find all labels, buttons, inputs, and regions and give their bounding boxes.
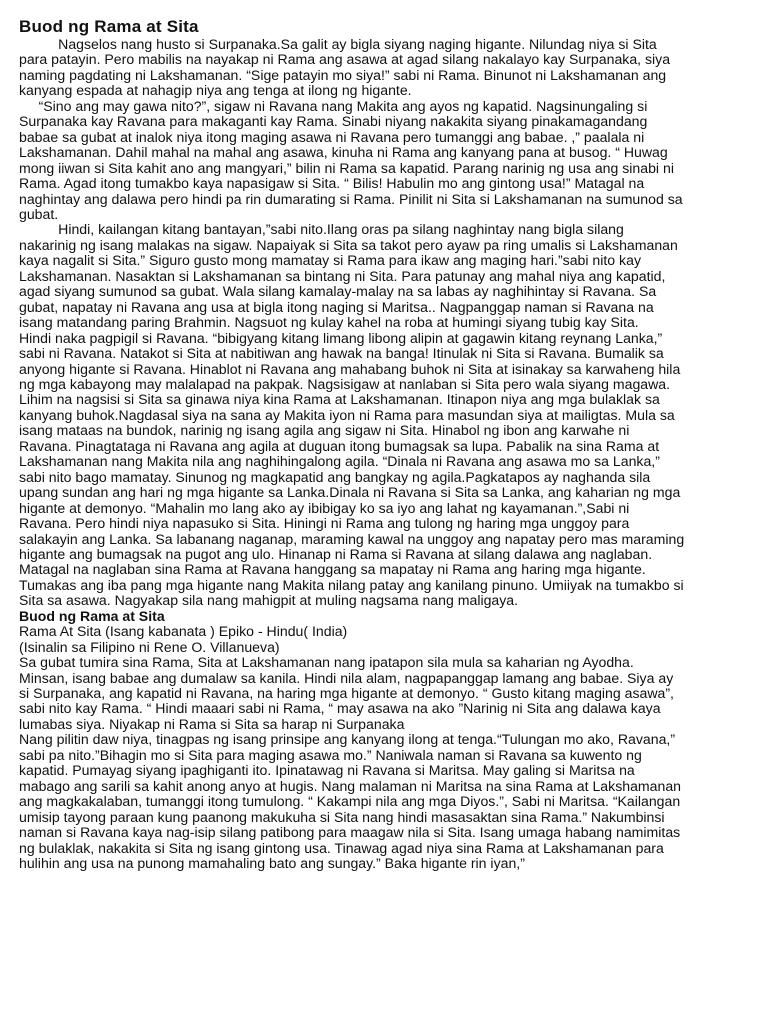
text-line: Lakshamanan nang Makita nila ang naghihingalong agila. “Dinala ni Ravana ang asawa mo sa Lanka,” (19, 453, 660, 470)
text-line: (Isinalin sa Filipino ni Rene O. Villanueva) (19, 638, 280, 655)
text-line: sabi pa nito.”Bihagin mo si Sita para maging asawa mo.” Naniwala naman si Ravana sa kuwento ng (19, 746, 642, 763)
text-line: naming pagdating ni Lakshamanan. “Sige patayin mo siya!” sabi ni Rama. Binunot ni Lakshamanan ang (19, 66, 667, 83)
text-line: gubat, napatay ni Ravana ang usa at bigla itong naging si Maritsa.. Nagpanggap naman si Ravana na (19, 298, 654, 315)
document-title: Buod ng Rama at Sita (19, 17, 199, 36)
document-page (19, 17, 757, 871)
text-line: higante at demonyo. “Mahalin mo lang ako ay ibibigay ko sa iyo ang lahat ng kayamanan.”,Sabi ni (19, 499, 630, 516)
text-line: Lakshamanan. Nasaktan si Lakshamanan sa bintang ni Sita. Para patunay ang mahal niya ang kapatid, (19, 267, 666, 284)
text-line: isang matandang paring Brahmin. Nagsuot ng kulay kahel na roba at humingi siyang tubig kay Sita. (19, 314, 639, 331)
text-line: Nagselos nang husto si Surpanaka.Sa galit ay bigla siyang naging higante. Nilundag niya si Sita (19, 36, 657, 52)
story-section-2 (19, 624, 757, 871)
text-line: Lihim na nagsisi si Sita sa ginawa niya kina Rama at Lakshamanan. Itinapon niya ang mga bulaklak sa (19, 391, 660, 408)
text-line: salakayin ang Lanka. Sa labanang naganap, maraming kawal na unggoy ang napatay pero mas maraming (19, 530, 685, 547)
text-line: ng mga kabayong may malalapad na pakpak. Nagsisigaw at nanlaban si Sita pero wala siyang magawa. (19, 375, 671, 392)
text-line: Sa gubat tumira sina Rama, Sita at Lakshamanan nang ipatapon sila mula sa kaharian ng Ayodha. (19, 654, 634, 671)
text-line: sabi nito bago mamatay. Sinunog ng magkapatid ang bangkay ng agila.Pagkatapos ay naghanda sila (19, 468, 651, 485)
text-line: sabi ni Ravana. Natakot si Sita at nabitiwan ang hawak na banga! Itinulak ni Sita si Ravana. Bumalik sa (19, 345, 664, 362)
text-line: gubat. (19, 205, 59, 222)
text-line: mabago ang sarili sa kahit anong anyo at hugis. Nang malaman ni Maritsa na sina Rama at Lakshamanan (19, 777, 682, 794)
text-line: isang mataas na bundok, narinig ng isang agila ang sigaw ni Sita. Hinabol ng ibon ang karwahe ni (19, 422, 630, 439)
text-line: nakarinig ng isang malakas na sigaw. Napaiyak si Sita sa takot pero ayaw pa ring umalis si Lakshamanan (19, 236, 678, 253)
text-line: naghintay ang dalawa pero hindi pa rin dumarating si Rama. Pinilit ni Sita si Lakshamanan na sumunod sa (19, 190, 683, 207)
text-line: kapatid. Pumayag siyang ipaghiganti ito. Ipinatawag ni Ravana si Maritsa. May galing si Maritsa na (19, 762, 635, 779)
text-line: higante ang bumagsak na pugot ang ulo. Hinanap ni Rama si Ravana at silang dalawa ang naglaban. (19, 545, 653, 562)
text-line: umisip tayong paraan kung paanong makukuha si Sita nang hindi masasaktan sina Rama.” Nakumbinsi (19, 808, 665, 825)
text-line: kanyang espada at nahagip niya ang tenga at ilong ng higante. (19, 82, 412, 99)
text-line: Minsan, isang babae ang dumalaw sa kanila. Hindi nila alam, nagpapanggap lamang ang babae. Siya ay (19, 669, 674, 686)
text-line: Surpanaka kay Ravana para makaganti kay Rama. Sinabi niyang nakakita siyang pinakamagandang (19, 113, 648, 130)
text-line: Sita sa asawa. Nagyakap sila nang mahigpit at muling nagsama nang maligaya. (19, 592, 519, 609)
text-line: naman si Ravana kaya nag-isip silang patibong para maagaw nila si Sita. Isang umaga habang namimitas (19, 824, 681, 841)
text-line: si Surpanaka, ang kapatid ni Ravana, na haring mga higante at demonyo. “ Gusto kitang maging asawa”, (19, 685, 674, 702)
text-line: upang sundan ang hari ng mga higante sa Lanka.Dinala ni Ravana si Sita sa Lanka, ang kaharian ng mga (19, 484, 681, 501)
text-line: Nang pilitin daw niya, tinagpas ng isang prinsipe ang kanyang ilong at tenga.“Tulungan mo ako, Ravana,” (19, 731, 676, 748)
text-line: Ravana. Pinagtataga ni Ravana ang agila at duguan itong bumagsak sa lupa. Pabalik na sina Rama at (19, 437, 660, 454)
section-subtitle: Buod ng Rama at Sita (19, 607, 165, 624)
text-line: Tumakas ang iba pang mga higante nang Makita nilang patay ang kanilang pinuno. Umiiyak na tumakbo si (19, 576, 684, 593)
text-line: Rama. Agad itong tumakbo kaya napasigaw si Sita. “ Bilis! Habulin mo ang gintong usa!” Matagal na (19, 175, 645, 192)
text-line: ang magkakalaban, tumanggi itong tumulong. “ Kakampi nila ang mga Diyos.”, Sabi ni Maritsa. “Kailangan (19, 793, 681, 810)
text-line: Matagal na naglaban sina Rama at Ravana hanggang sa mapatay ni Rama ang haring mga higante. (19, 561, 646, 578)
text-line: kanyang buhok.Nagdasal siya na sana ay Makita iyon ni Rama para masundan siya at mailigtas. Mula sa (19, 406, 675, 423)
text-line: lumabas siya. Niyakap ni Rama si Sita sa harap ni Surpanaka (19, 715, 405, 732)
text-line: Lakshamanan. Dahil mahal na mahal ang asawa, kinuha ni Rama ang kanyang pana at busog. “ Huwag (19, 144, 668, 161)
text-line: para patayin. Pero mabilis na nayakap ni Rama ang asawa at agad silang nakalayo kay Surpanaka, siya (19, 51, 671, 68)
text-line: hulihin ang usa na punong mamahaling bato ang sungay.” Baka higante rin iyan,” (19, 855, 525, 872)
text-line: “Sino ang may gawa nito?”, sigaw ni Ravana nang Makita ang ayos ng kapatid. Nagsinungaling si (19, 97, 648, 114)
text-line: babae sa gubat at inalok niya itong maging asawa ni Ravana pero tumanggi ang babae. ,” paalala ni (19, 128, 645, 145)
text-line: anyong higante si Ravana. Hinablot ni Ravana ang mahabang buhok ni Sita at isinakay sa karwaheng hila (19, 360, 681, 377)
text-line: sabi nito kay Rama. “ Hindi maaari sabi ni Rama, “ may asawa na ako ”Narinig ni Sita ang dalawa kaya (19, 700, 661, 717)
story-section-1 (19, 37, 757, 609)
text-line: Rama At Sita (Isang kabanata ) Epiko - Hindu( India) (19, 623, 348, 640)
text-line: Ravana. Pero hindi niya napasuko si Sita. Hiningi ni Rama ang tulong ng haring mga unggoy para (19, 515, 630, 532)
text-line: mong iiwan si Sita kahit ano ang mangyari,” bilin ni Rama sa kapatid. Parang narinig ng usa ang sinabi ni (19, 159, 674, 176)
text-line: agad siyang sumunod sa gubat. Wala silang kamalay-malay na sa labas ay naghihintay si Ravana. Sa (19, 283, 657, 300)
text-line: Hindi naka pagpigil si Ravana. “bibigyang kitang limang libong alipin at gagawin kitang reynang Lanka,” (19, 329, 663, 346)
text-line: Hindi, kailangan kitang bantayan,”sabi nito.Ilang oras pa silang naghintay nang bigla silang (19, 221, 624, 238)
text-line: kaya nagalit si Sita.” Siguro gusto mong mamatay si Rama para ikaw ang maging hari.”sabi nito kay (19, 252, 641, 269)
text-line: ng bulaklak, nakakita si Sita ng isang gintong usa. Tinawag agad niya sina Rama at Lakshamanan para (19, 839, 664, 856)
